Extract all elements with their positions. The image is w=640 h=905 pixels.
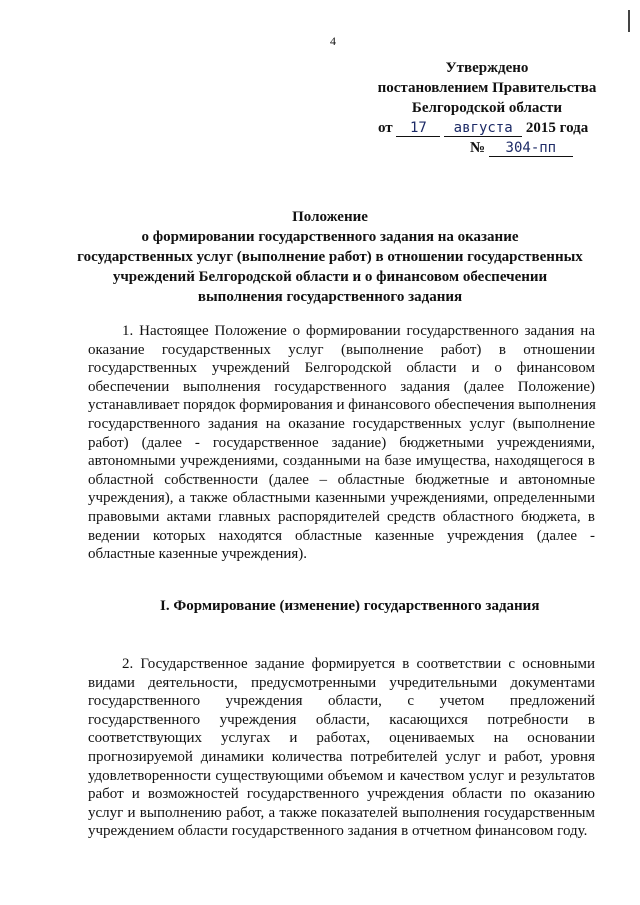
date-year: 2015 года <box>525 120 589 136</box>
paragraph-1 <box>88 322 595 564</box>
paragraph-line: автономными учреждениями, созданными на базе имущества, находящегося в <box>88 453 595 470</box>
paragraph-line: государственного учреждения области, касающихся потребности в <box>88 711 595 728</box>
paragraph-line: прогнозируемой динамики количества потребителей услуг и работ, уровня <box>88 748 595 765</box>
paragraph-line: видами деятельности, предусмотренными учредительными документами <box>88 674 595 691</box>
approval-line-3: Белгородской области <box>411 100 563 116</box>
title-line: государственных услуг (выполнение работ) в отношении государственных <box>77 249 583 265</box>
title-line: учреждений Белгородской области и о финансовом обеспечении <box>112 269 548 285</box>
date-day-handwritten: 17 <box>396 120 440 137</box>
paragraph-line: государственного задания на оказание государственных услуг (выполнение <box>88 415 595 432</box>
date-prefix: от <box>378 120 393 136</box>
date-month-handwritten: августа <box>444 120 522 137</box>
paragraph-line: областной собственности (далее – областные бюджетные и автономные <box>88 471 595 488</box>
number-prefix: № <box>470 140 486 156</box>
document-title <box>60 207 600 307</box>
paragraph-line: работ) (далее - государственное задание) бюджетными учреждениями, <box>88 434 595 451</box>
page-number: 4 <box>330 34 336 48</box>
paragraph-line: услуг и выполнению работ, а также показателей выполнения государственным <box>88 804 595 821</box>
paragraph-line: работ и возможностей государственного учреждения области по оказанию <box>88 786 595 803</box>
paragraph-line: государственного учреждения области, с учетом предложений <box>88 693 595 710</box>
paragraph-line: государственных учреждений Белгородской области и о финансовом <box>88 360 595 377</box>
paragraph-line: 2. Государственное задание формируется в соответствии с основными <box>122 656 595 672</box>
paragraph-line: 1. Настоящее Положение о формировании государственного задания на <box>122 323 595 339</box>
paragraph-2 <box>88 655 595 841</box>
paragraph-line: учреждения), а также областными казенными учреждениями, определенными <box>88 490 595 507</box>
paragraph-line: ведении которых находятся областные казенные учреждения (далее - <box>88 527 595 544</box>
scan-edge-mark <box>628 10 630 32</box>
approval-date-line <box>364 118 610 138</box>
paragraph-line: оказание государственных услуг (выполнение работ) в отношении <box>88 341 595 358</box>
paragraph-line: правовыми актами главных распорядителей средств областного бюджета, в <box>88 508 595 525</box>
paragraph-line: обеспечении выполнения государственного задания (далее Положение) <box>88 378 595 395</box>
paragraph-line: соответствующих услугах и работах, оцениваемых на основании <box>88 730 595 747</box>
title-line: выполнения государственного задания <box>197 289 463 305</box>
title-line: Положение <box>292 209 368 225</box>
paragraph-line: удовлетворенности существующими объемом и качеством услуг и результатов <box>88 767 595 784</box>
paragraph-line: учреждением области государственного задания в отчетном финансовом году. <box>88 823 588 840</box>
approval-number-line <box>364 138 610 158</box>
document-number-handwritten: 304-пп <box>489 140 573 157</box>
title-line: о формировании государственного задания на оказание <box>141 229 519 245</box>
approval-line-1: Утверждено <box>445 60 529 76</box>
paragraph-line: устанавливает порядок формирования и финансового обеспечения выполнения <box>88 397 596 414</box>
approval-line-2: постановлением Правительства <box>377 80 597 96</box>
section-heading: I. Формирование (изменение) государственного задания <box>160 598 540 614</box>
approval-block <box>364 58 610 158</box>
paragraph-line: областные казенные учреждения). <box>88 546 308 563</box>
